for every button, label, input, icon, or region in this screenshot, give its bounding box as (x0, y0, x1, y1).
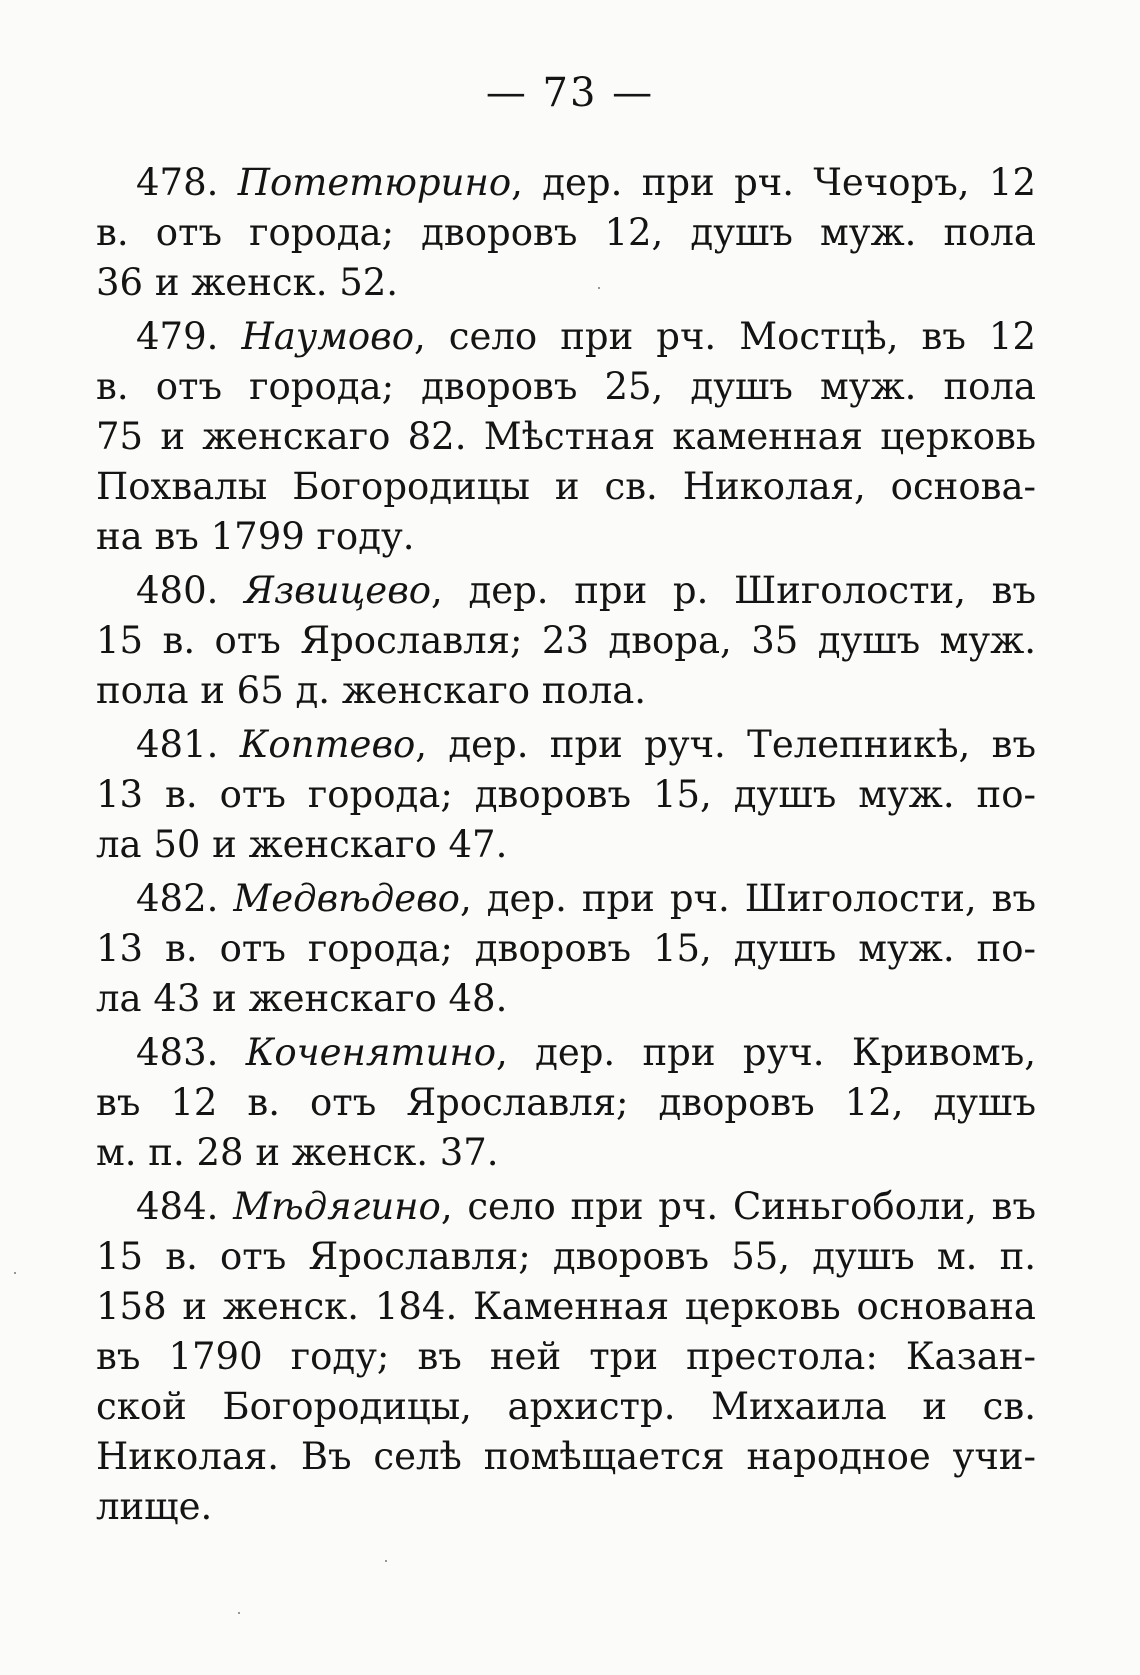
text-line (96, 1182, 1036, 1232)
entry (96, 874, 1036, 1024)
entry (96, 566, 1036, 716)
text-line (96, 312, 1036, 362)
entry-description: , село при рч. Синьгоболи, въ (440, 1185, 1036, 1228)
print-speck (385, 1560, 387, 1562)
text-line: лище. (96, 1485, 213, 1528)
entry-description: , село при рч. Мостцѣ, въ 12 (414, 315, 1036, 358)
entry-description: , дер. при руч. Кривомъ, (495, 1031, 1036, 1074)
entry-number: 478. (136, 161, 219, 204)
text-line: 158 и женск. 184. Каменная церковь основана (96, 1285, 1036, 1328)
entry-number: 483. (136, 1031, 219, 1074)
entry-description: , дер. при рч. Чечоръ, 12 (511, 161, 1036, 204)
print-speck (238, 1612, 240, 1614)
entry-number: 481. (136, 723, 219, 766)
text-line: пола и 65 д. женскаго пола. (96, 669, 647, 712)
print-speck (14, 1272, 16, 1274)
text-line: въ 12 в. отъ Ярославля; дворовъ 12, душъ (96, 1081, 1036, 1124)
text-line (96, 1028, 1036, 1078)
text-line: 13 в. отъ города; дворовъ 15, душъ муж. по- (96, 773, 1036, 816)
text-line: Николая. Въ селѣ помѣщается народное учи- (96, 1435, 1036, 1478)
place-name: Мѣдягино (233, 1185, 441, 1228)
entry-description: , дер. при руч. Телепникѣ, въ (415, 723, 1036, 766)
text-line: 15 в. отъ Ярославля; дворовъ 55, душъ м. п. (96, 1235, 1036, 1278)
entry-number: 479. (136, 315, 219, 358)
entry (96, 158, 1036, 308)
text-line (96, 874, 1036, 924)
entry (96, 1028, 1036, 1178)
entry-description: , дер. при рч. Шиголости, въ (459, 877, 1037, 920)
entry (96, 312, 1036, 562)
text-line (96, 158, 1036, 208)
text-line: в. отъ города; дворовъ 12, душъ муж. пола (96, 211, 1036, 254)
text-line: 13 в. отъ города; дворовъ 15, душъ муж. по- (96, 927, 1036, 970)
place-name: Наумово (241, 315, 414, 358)
text-line: Похвалы Богородицы и св. Николая, основа- (96, 465, 1036, 508)
place-name: Медвѣдево (233, 877, 460, 920)
text-line: ской Богородицы, архистр. Михаила и св. (96, 1385, 1036, 1428)
place-name: Коченятино (245, 1031, 496, 1074)
text-line: въ 1790 году; въ ней три престола: Казан- (96, 1335, 1036, 1378)
place-name: Потетюрино (237, 161, 512, 204)
page-body (96, 158, 1036, 1536)
entry (96, 720, 1036, 870)
text-line: на въ 1799 году. (96, 515, 415, 558)
print-speck (598, 287, 600, 289)
text-line (96, 566, 1036, 616)
text-line (96, 720, 1036, 770)
text-line: 75 и женскаго 82. Мѣстная каменная церковь (96, 415, 1036, 458)
text-line: ла 50 и женскаго 47. (96, 823, 508, 866)
entry-number: 482. (136, 877, 219, 920)
entry (96, 1182, 1036, 1532)
entry-description: , дер. при р. Шиголости, въ (431, 569, 1036, 612)
text-line: м. п. 28 и женск. 37. (96, 1131, 499, 1174)
entry-number: 484. (136, 1185, 219, 1228)
text-line: 15 в. отъ Ярославля; 23 двора, 35 душъ муж. (96, 619, 1036, 662)
text-line: 36 и женск. 52. (96, 261, 399, 304)
text-line: ла 43 и женскаго 48. (96, 977, 508, 1020)
text-line: в. отъ города; дворовъ 25, душъ муж. пола (96, 365, 1036, 408)
place-name: Язвицево (244, 569, 432, 612)
place-name: Коптево (239, 723, 416, 766)
page-number: — 73 — (485, 70, 655, 116)
entry-number: 480. (136, 569, 219, 612)
